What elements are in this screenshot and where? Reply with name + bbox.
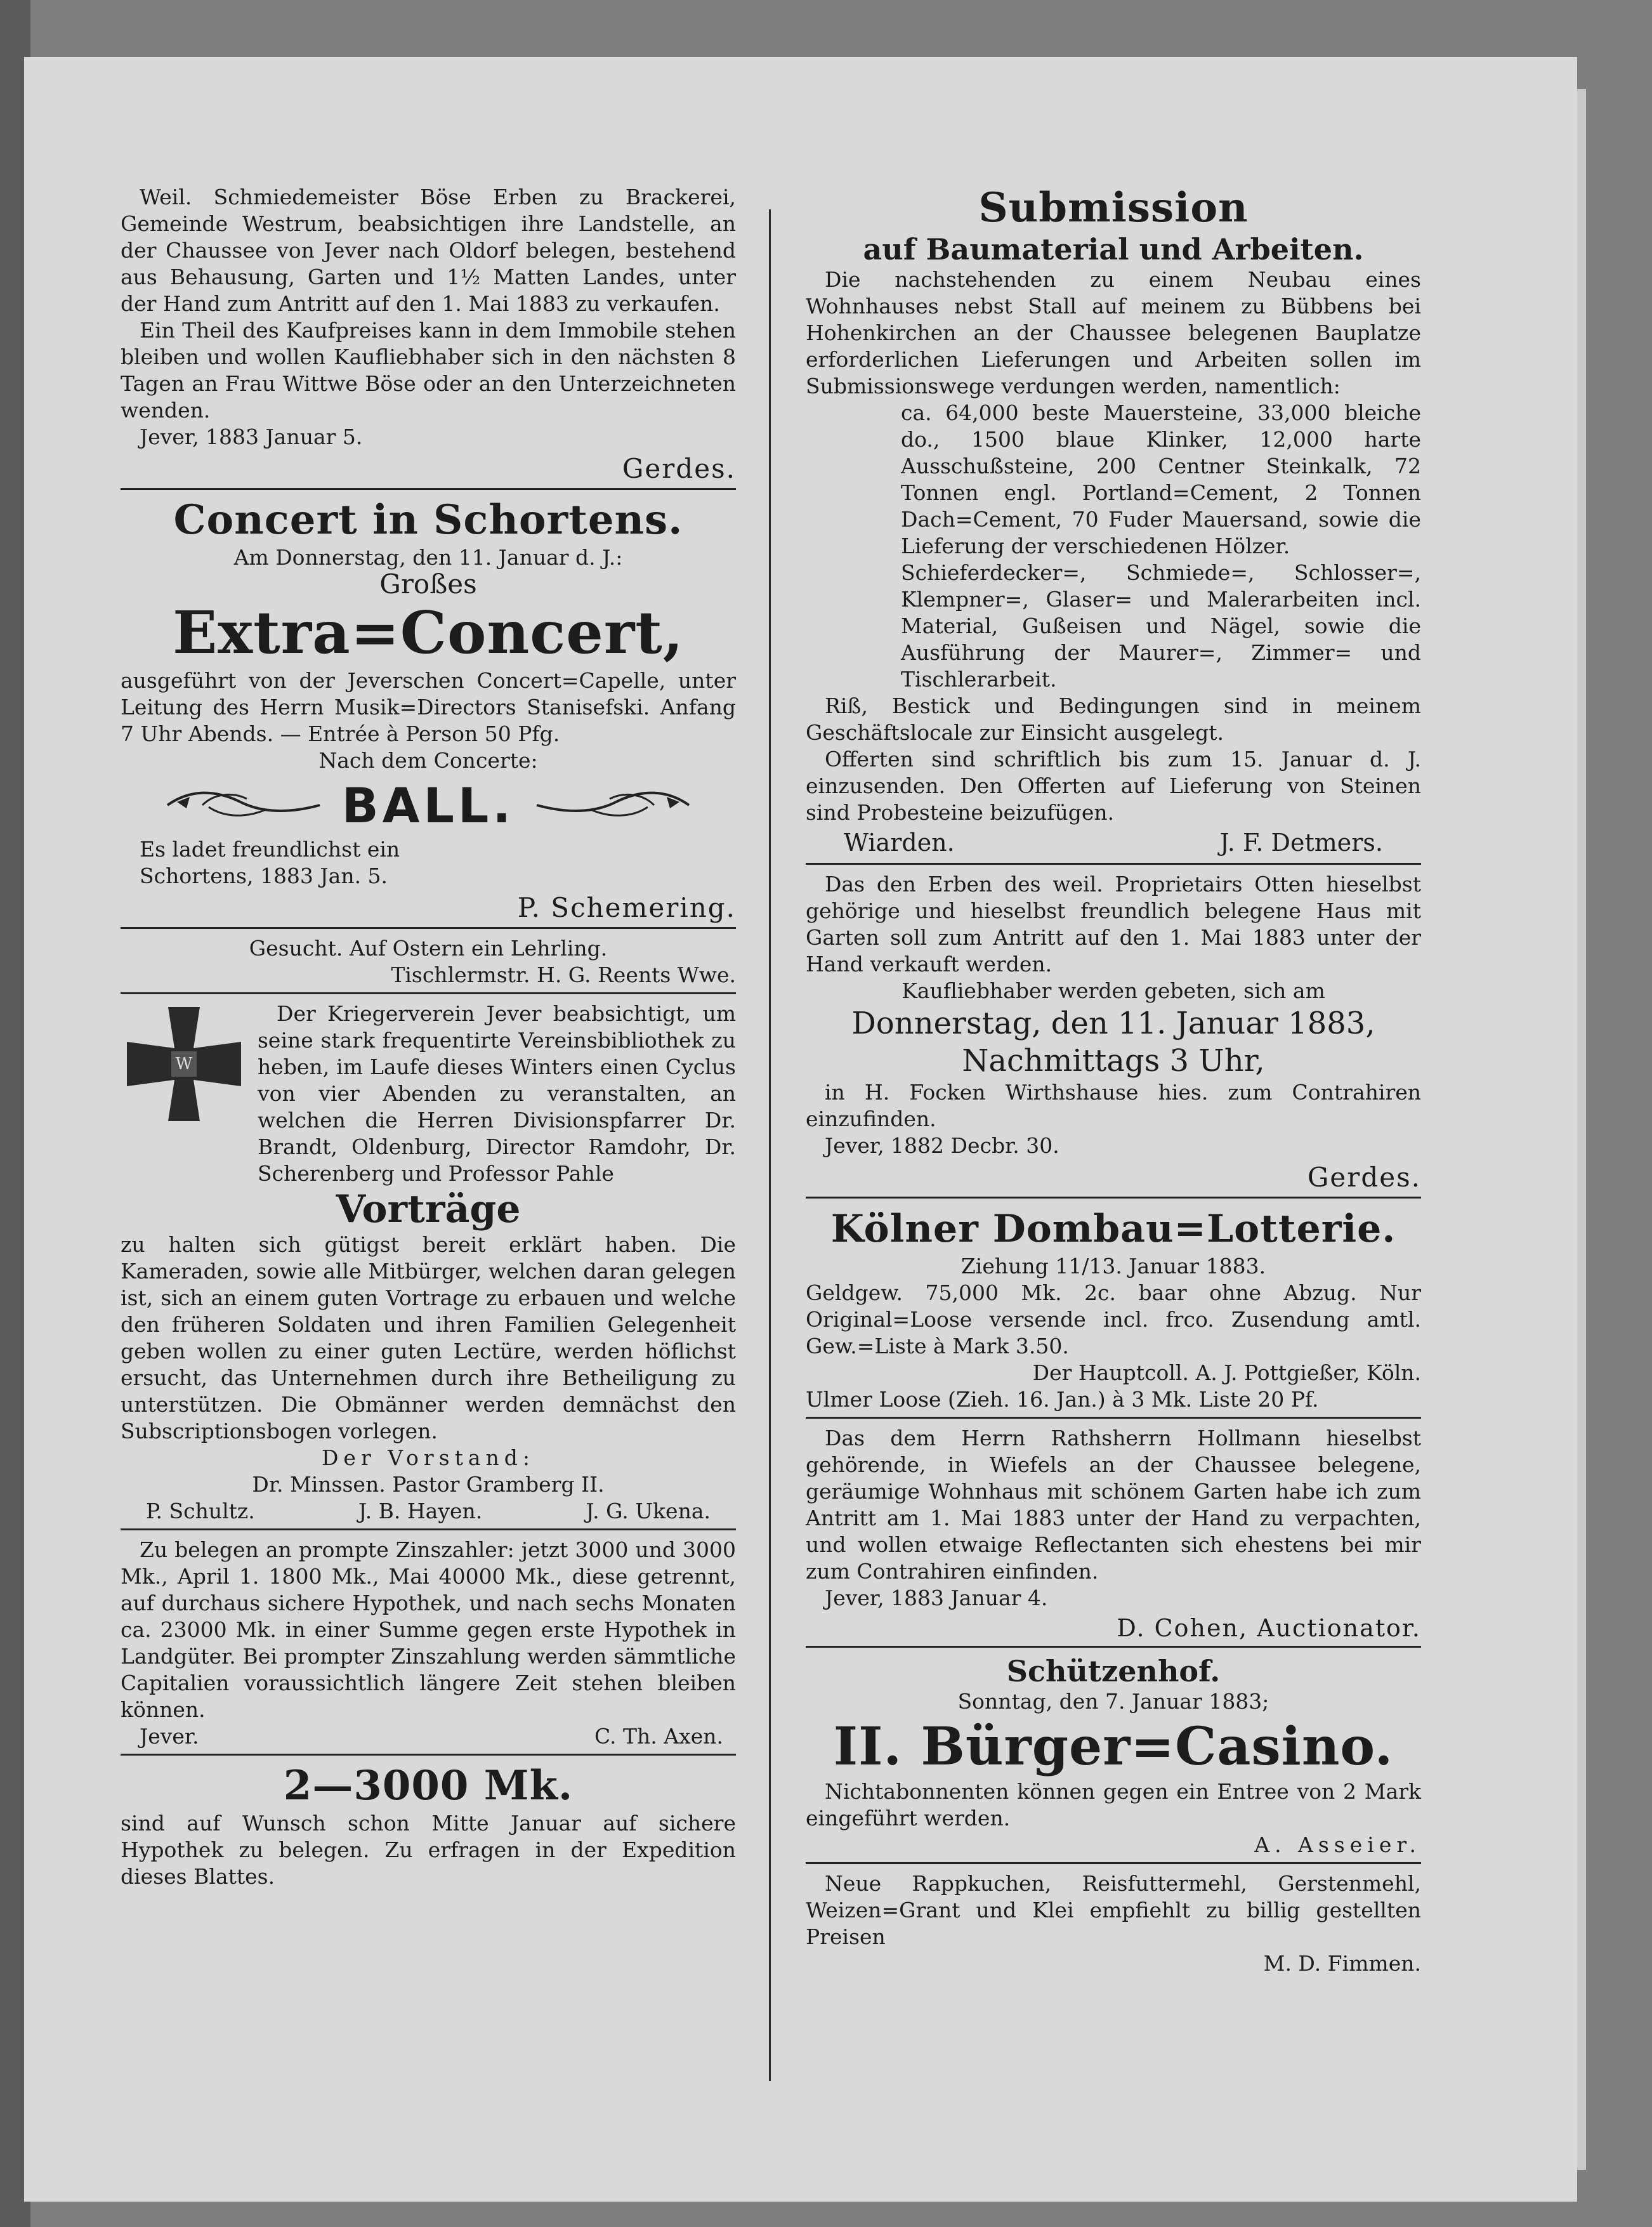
divider-rule [121, 927, 736, 929]
ad-otten [806, 871, 1421, 1193]
casino-date: Sonntag, den 7. Januar 1883; [957, 1689, 1269, 1714]
casino-venue: Schützenhof. [1006, 1654, 1221, 1688]
board-name: P. Schultz. [146, 1499, 255, 1523]
left-flourish-icon [164, 783, 323, 827]
ad-submission [806, 184, 1421, 859]
submission-body2: Riß, Bestick und Bedingungen sind in meinem Geschäftslocale zur Einsicht ausgelegt. [806, 693, 1421, 745]
column-divider [769, 209, 771, 2081]
zins-signature: C. Th. Axen. [594, 1724, 723, 1749]
otten-signature: Gerdes. [1307, 1162, 1421, 1193]
lotterie-draw: Ziehung 11/13. Januar 1883. [960, 1254, 1266, 1278]
divider-rule [806, 1417, 1421, 1419]
ad-body: Weil. Schmiedemeister Böse Erben zu Brackerei, Gemeinde Westrum, beabsichtigen ihre Landstelle, an der Chaussee von Jever nach Oldorf belegen, bestehend aus Behausung, Garten und 1½ Matten Landes, unter der Hand zum Antritt auf den 1. Mai 1883 zu verkaufen. [121, 185, 736, 316]
ad-casino [806, 1654, 1421, 1858]
iron-cross-icon [121, 1001, 247, 1127]
divider-rule [806, 1646, 1421, 1648]
concert-place-date: Schortens, 1883 Jan. 5. [140, 864, 388, 888]
ad-concert [121, 496, 736, 923]
krieger-heading: Vorträge [336, 1187, 521, 1232]
otten-date: Donnerstag, den 11. Januar 1883, [851, 1006, 1375, 1041]
gesucht-line2: Tischlermstr. H. G. Reents Wwe. [391, 962, 736, 987]
ad-body-2: Ein Theil des Kaufpreises kann in dem Immobile stehen bleiben und wollen Kaufliebhaber sich in den nächsten 8 Tagen an Frau Wittwe Böse oder an den Unterzeichneten wenden. [121, 318, 736, 423]
krieger-intro: Der Kriegerverein Jever beabsichtigt, um seine stark frequentirte Vereinsbibliothek zu heben, im Laufe dieses Winters einen Cyclus von vier Abenden zu veranstalten, an welchen die Herren Divisionspfarrer Dr. Brandt, Oldenburg, Director Ramdohr, Dr. Scherenberg und Professor Pahle [258, 1001, 736, 1186]
ad-lotterie [806, 1205, 1421, 1413]
otten-time: Nachmittags 3 Uhr, [962, 1043, 1265, 1079]
lotterie-collector: Der Hauptcoll. A. J. Pottgießer, Köln. [1032, 1360, 1421, 1385]
krieger-board: Der Vorstand: [321, 1445, 535, 1470]
submission-place: Wiarden. [844, 829, 955, 857]
mk-title: 2—3000 Mk. [283, 1762, 574, 1810]
right-column [806, 184, 1421, 1977]
zins-place: Jever. [140, 1724, 199, 1749]
divider-rule [121, 1754, 736, 1756]
concert-after: Nach dem Concerte: [318, 748, 538, 773]
divider-rule [121, 488, 736, 490]
ball-text: BALL. [341, 777, 515, 834]
ad-boese-landstelle [121, 184, 736, 484]
gesucht-line1: Gesucht. Auf Ostern ein Lehrling. [249, 936, 608, 961]
ad-place-date: Jever, 1883 Januar 5. [140, 424, 363, 449]
left-column [121, 184, 736, 1890]
ad-kriegerverein [121, 1001, 736, 1525]
lotterie-body: Geldgew. 75,000 Mk. 2c. baar ohne Abzug. Nur Original=Loose versende incl. frco. Zusendung amtl. Gew.=Liste à Mark 3.50. [806, 1280, 1421, 1358]
divider-rule [806, 1197, 1421, 1199]
submission-list1: ca. 64,000 beste Mauersteine, 33,000 bleiche do., 1500 blaue Klinker, 12,000 harte Ausschußsteine, 200 Centner Steinkalk, 72 Tonnen engl. Portland=Cement, 2 Tonnen Dach=Cement, 70 Fuder Mauersand, sowie die Lieferung der verschiedenen Hölzer. [901, 400, 1421, 558]
concert-heading: Extra=Concert, [173, 598, 684, 667]
submission-body: Die nachstehenden zu einem Neubau eines Wohnhauses nebst Stall auf meinem zu Bübbens bei Hohenkirchen an der Chaussee belegenen Bauplatze erforderlichen Lieferungen und Arbeiten sollen im Submissionswege verdungen werden, namentlich: [806, 267, 1421, 398]
otten-body2: Kaufliebhaber werden gebeten, sich am [901, 978, 1325, 1003]
lotterie-ulm: Ulmer Loose (Zieh. 16. Jan.) à 3 Mk. Liste 20 Pf. [806, 1387, 1319, 1412]
concert-signature: P. Schemering. [517, 892, 736, 923]
board-name: J. B. Hayen. [358, 1499, 483, 1523]
board-name: J. G. Ukena. [586, 1499, 711, 1523]
divider-rule [121, 992, 736, 994]
ad-hollmann [806, 1425, 1421, 1642]
otten-place-date: Jever, 1882 Decbr. 30. [825, 1133, 1059, 1158]
hollmann-body: Das dem Herrn Rathsherrn Hollmann hieselbst gehörende, in Wiefels an der Chaussee belegene, geräumige Wohnhaus mit schönem Garten habe ich zum Antritt am 1. Mai 1883 unter der Hand zu verpachten, und wollen etwaige Reflectanten sich ehestens bei mir zum Contrahiren einfinden. [806, 1426, 1421, 1584]
divider-rule [806, 1862, 1421, 1864]
ball-banner [121, 777, 736, 834]
submission-signature: J. F. Detmers. [1219, 829, 1383, 857]
ad-gesucht [121, 935, 736, 989]
mk-body: sind auf Wunsch schon Mitte Januar auf sichere Hypothek zu belegen. Zu erfragen in der Expedition dieses Blattes. [121, 1811, 736, 1889]
submission-subtitle: auf Baumaterial und Arbeiten. [863, 232, 1364, 266]
hollmann-place-date: Jever, 1883 Januar 4. [825, 1586, 1048, 1610]
ad-zinszahler [121, 1537, 736, 1750]
fimmen-signature: M. D. Fimmen. [1263, 1951, 1421, 1976]
ad-mk [121, 1762, 736, 1890]
fimmen-body: Neue Rappkuchen, Reisfuttermehl, Gerstenmehl, Weizen=Grant und Klei empfiehlt zu billig gestellten Preisen [806, 1871, 1421, 1949]
concert-title: Concert in Schortens. [173, 496, 683, 544]
casino-signature: A. Asseier. [1254, 1832, 1421, 1857]
submission-body3: Offerten sind schriftlich bis zum 15. Januar d. J. einzusenden. Den Offerten auf Lieferung von Steinen sind Probesteine beizufügen. [806, 747, 1421, 825]
concert-invite: Es ladet freundlichst ein [140, 837, 400, 862]
right-flourish-icon [534, 783, 692, 827]
divider-rule [121, 1528, 736, 1530]
krieger-names2 [121, 1498, 736, 1525]
otten-body3: in H. Focken Wirthshause hies. zum Contrahiren einzufinden. [806, 1080, 1421, 1131]
ad-fimmen [806, 1870, 1421, 1977]
krieger-names1: Dr. Minssen. Pastor Gramberg II. [252, 1472, 605, 1497]
krieger-body: zu halten sich gütigst bereit erklärt haben. Die Kameraden, sowie alle Mitbürger, welchen daran gelegen ist, sich an einem guten Vortrage zu erbauen und welche den früheren Soldaten und ihren Familien Gelegenheit geben wollen zu einer guten Lectüre, werden höflichst ersucht, das Unternehmen durch ihre Betheiligung zu unterstützen. Die Obmänner werden demnächst den Subscriptionsbogen vorlegen. [121, 1232, 736, 1443]
lotterie-title: Kölner Dombau=Lotterie. [830, 1207, 1396, 1251]
submission-title: Submission [978, 184, 1249, 232]
casino-body: Nichtabonnenten können gegen ein Entree von 2 Mark eingeführt werden. [806, 1779, 1421, 1830]
otten-body: Das den Erben des weil. Proprietairs Otten hieselbst gehörige und hieselbst freundlich belegene Haus mit Garten soll zum Antritt auf den 1. Mai 1883 unter der Hand verkauft werden. [806, 872, 1421, 976]
zins-body: Zu belegen an prompte Zinszahler: jetzt 3000 und 3000 Mk., April 1. 1800 Mk., Mai 40000 Mk., diese getrennt, auf durchaus sichere Hypothek, und nach sechs Monaten ca. 23000 Mk. in einer Summe gegen erste Hypothek in Landgüter. Bei prompter Zinszahlung werden sämmtliche Capitalien voraussichtlich längere Zeit stehen bleiben können. [121, 1537, 736, 1722]
submission-list2: Schieferdecker=, Schmiede=, Schlosser=, Klempner=, Glaser= und Malerarbeiten incl. Material, Gußeisen und Nägel, sowie die Ausführung der Maurer=, Zimmer= und Tischlerarbeit. [901, 560, 1421, 692]
concert-body: ausgeführt von der Jeverschen Concert=Capelle, unter Leitung des Herrn Musik=Directors Stanisefski. Anfang 7 Uhr Abends. — Entrée à Person 50 Pfg. [121, 668, 736, 746]
concert-date: Am Donnerstag, den 11. Januar d. J.: [233, 545, 623, 570]
svg-text:W: W [175, 1054, 193, 1074]
casino-title: II. Bürger=Casino. [833, 1716, 1394, 1777]
ad-signature: Gerdes. [622, 453, 736, 484]
hollmann-signature: D. Cohen, Auctionator. [1117, 1614, 1421, 1642]
divider-rule [806, 863, 1421, 865]
concert-sub1: Großes [379, 568, 477, 600]
